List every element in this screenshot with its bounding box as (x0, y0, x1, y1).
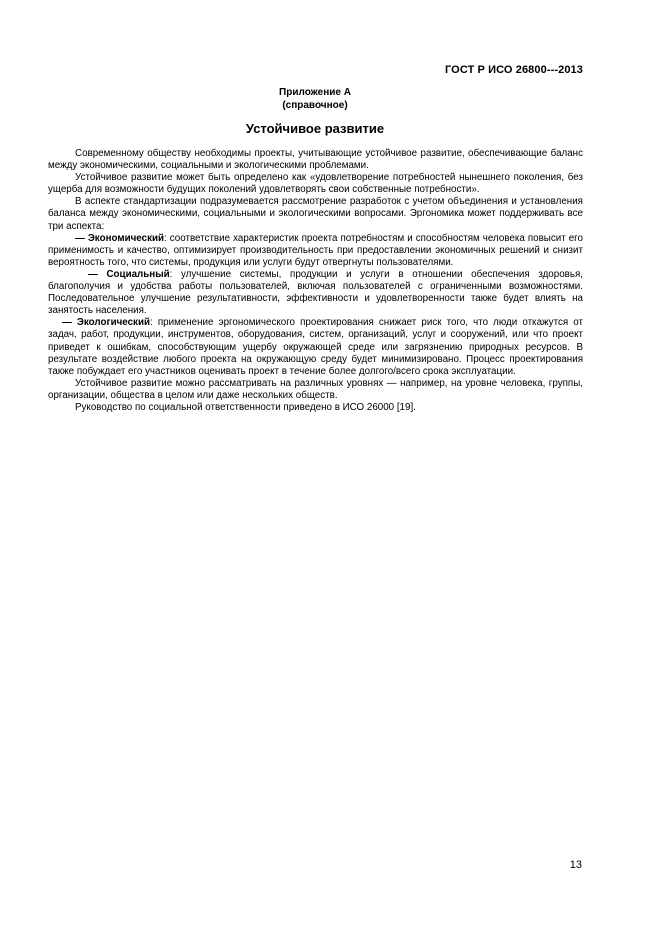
section-title: Устойчивое развитие (245, 121, 385, 136)
paragraph-ecological (48, 317, 583, 377)
paragraph-8: Руководство по социальной ответственности приведено в ИСО 26000 [19]. (75, 401, 416, 413)
paragraph-2: Устойчивое развитие может быть определено как «удовлетворение потребностей нынешнего поколения, без ущерба для возможности будущих поколений удовлетворять свои собственные потребности». (48, 172, 583, 196)
document-code: ГОСТ Р ИСО 26800---2013 (444, 64, 583, 76)
ecological-text: : применение эргономического проектирования снижает риск того, что люди откажутся от задач, работ, продукции, инструментов, оборудования, систем, организаций, услуг и сооружений, или что проект приведет к ошибкам, способствующим ущербу окружающей среде или загрязнению природных ресурсов. В результате воздействие любого проекта на окружающую среду будет минимизировано. Процесс проектирования также побуждает его участников оценивать проект в течение более долгого/всего срока эксплуатации. (48, 317, 584, 377)
page-number: 13 (569, 859, 582, 871)
social-lead: — Социальный (88, 268, 170, 280)
economic-text: : соответствие характеристик проекта потребностям и способностям человека повысит его применимость и качество, оптимизирует производительность при предоставлении экономичных решений и снизит вероятность того, что системы, продукция или услуги будут отвергнуты пользователями. (48, 232, 583, 268)
paragraph-1: Современному обществу необходимы проекты, учитывающие устойчивое развитие, обеспечивающие баланс между экономическими, социальными и экологическими проблемами. (48, 148, 583, 172)
paragraph-social (48, 269, 583, 317)
body-text (48, 148, 583, 414)
social-text: : улучшение системы, продукции и услуги в отношении обеспечения здоровья, благополучия и удобства работы пользователей, включая пользователей с ограниченными возможностями. Последовательное улучшение результативности, эффективности и удовлетворенности также будет влиять на занятость населения. (48, 268, 583, 317)
economic-lead: — Экономический (75, 232, 165, 244)
annex-heading (0, 86, 630, 112)
annex-subtitle: (справочное) (282, 100, 348, 111)
annex-title: Приложение А (279, 87, 351, 98)
paragraph-7: Устойчивое развитие можно рассматривать на различных уровнях — например, на уровне человека, группы, организации, общества в целом или даже нескольких обществ. (48, 377, 583, 401)
paragraph-3: В аспекте стандартизации подразумевается рассмотрение разработок с учетом объединения и установления баланса между экономическими, социальными и экологическими вопросами. Эргономика может поддерживать все три аспекта: (48, 196, 583, 232)
ecological-lead: — Экологический (62, 317, 150, 329)
paragraph-economic (48, 233, 583, 269)
